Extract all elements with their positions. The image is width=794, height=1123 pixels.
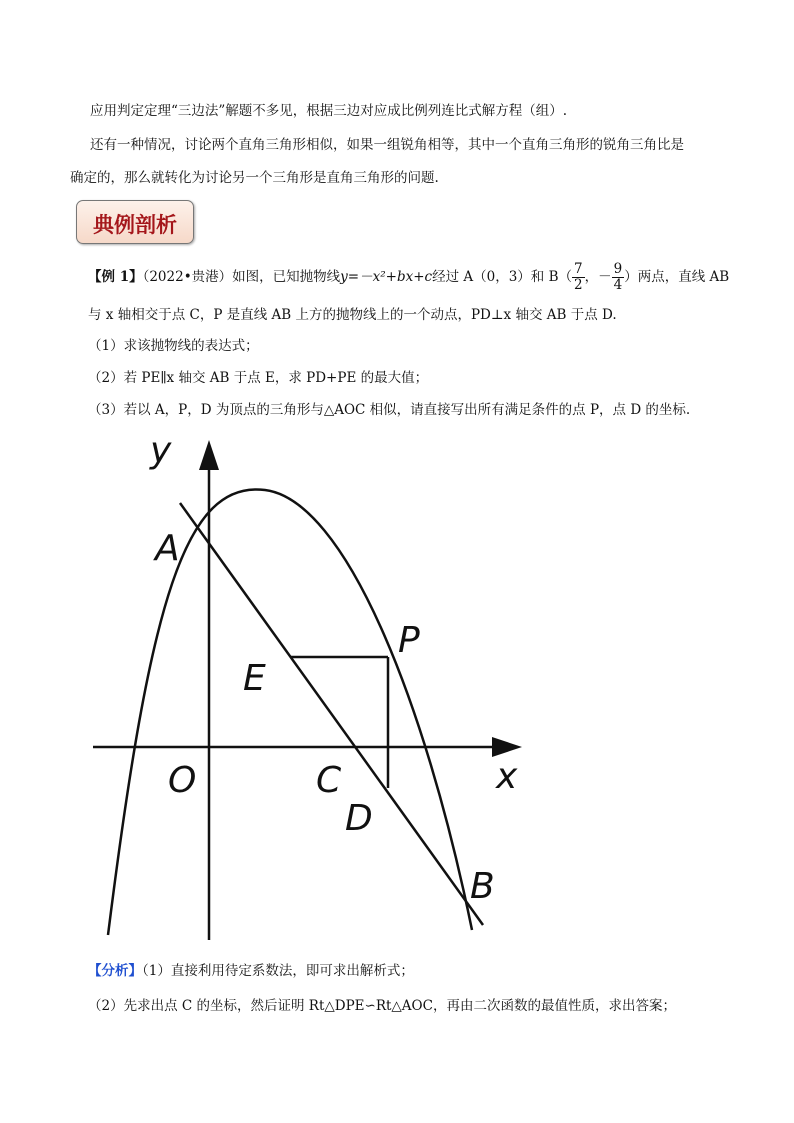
equation: y=－x²+bx+c xyxy=(340,269,433,285)
text: 经过 xyxy=(432,269,460,285)
question-1: （1）求该抛物线的表达式； xyxy=(88,338,259,354)
question-2: （2）若 PE∥x 轴交 AB 于点 E，求 PD+PE 的最大值； xyxy=(88,370,429,386)
analysis-tag: 【分析】 xyxy=(88,963,142,979)
intro-paragraph-2: 还有一种情况，讨论两个直角三角形相似，如果一组锐角相等，其中一个直角三角形的锐角三角比是 xyxy=(90,137,684,153)
text: ）两点，直线 AB xyxy=(624,269,730,285)
line-ab xyxy=(180,503,483,925)
example-line-2: 与 x 轴相交于点 C，P 是直线 AB 上方的抛物线上的一个动点，PD⊥x 轴交 AB 于点 D. xyxy=(88,307,617,323)
x-axis-arrow xyxy=(492,737,522,757)
label-p: P xyxy=(398,620,420,661)
intro-paragraph-1: 应用判定定理“三边法”解题不多见，根据三边对应成比例列连比式解方程（组）. xyxy=(90,103,568,119)
fraction: $\frac{7}{2}$ xyxy=(574,261,583,293)
analysis-line-1 xyxy=(88,959,414,979)
label-d: D xyxy=(345,798,373,839)
text: ，－ xyxy=(584,269,612,285)
label-c: C xyxy=(316,760,342,801)
label-e: E xyxy=(243,658,266,699)
analysis-line-2: （2）先求出点 C 的坐标，然后证明 Rt△DPE∽Rt△AOC，再由二次函数的最值性质，求出答案； xyxy=(88,998,676,1014)
label-y: y xyxy=(150,430,172,471)
example-tag: 【例 1】 xyxy=(88,269,143,285)
label-x: x xyxy=(496,756,518,797)
question-3: （3）若以 A，P，D 为顶点的三角形与△AOC 相似，请直接写出所有满足条件的点 P，点 D 的坐标. xyxy=(88,402,691,418)
y-axis-arrow xyxy=(199,440,219,470)
label-b: B xyxy=(470,866,495,907)
point-a: A（0，3）和 xyxy=(463,269,545,285)
intro-paragraph-2-cont: 确定的，那么就转化为讨论另一个三角形是直角三角形的问题. xyxy=(70,170,439,186)
analysis-text: （1）直接利用待定系数法，即可求出解析式； xyxy=(142,963,414,979)
fraction: $\frac{9}{4}$ xyxy=(613,261,623,293)
point-b: B（ xyxy=(548,269,573,285)
section-title: 典例剖析 xyxy=(93,212,177,237)
example-source: （2022•贵港）如图，已知抛物线 xyxy=(142,269,341,285)
label-a: A xyxy=(155,528,180,569)
label-o: O xyxy=(168,760,197,801)
